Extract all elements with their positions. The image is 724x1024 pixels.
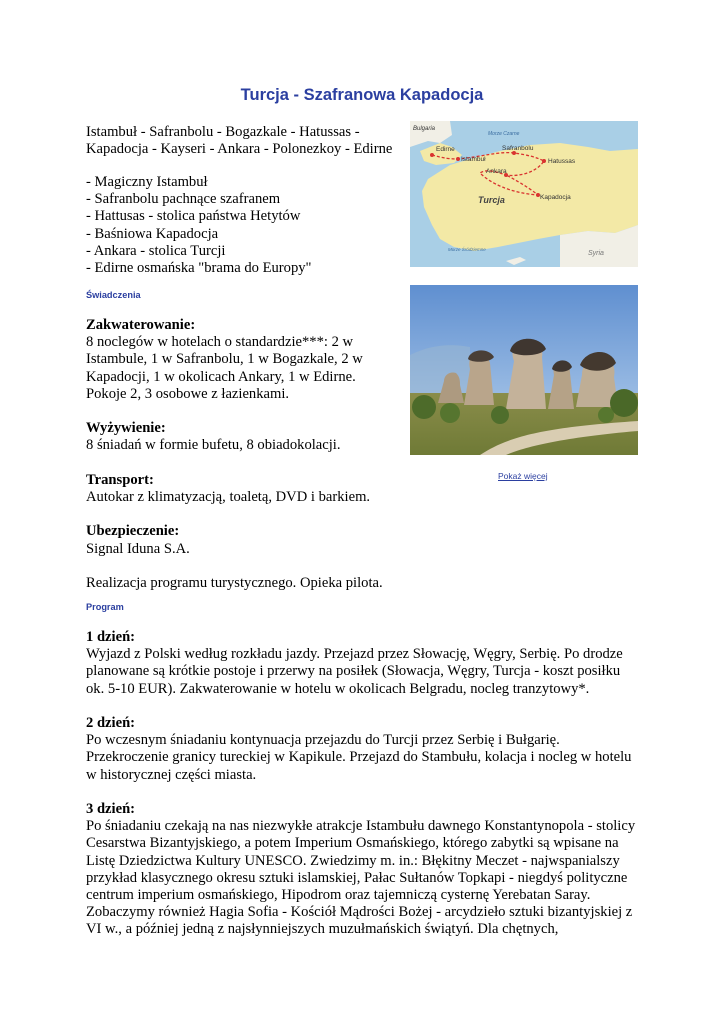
map-label-sea-north: Morze Czarne xyxy=(488,131,520,137)
text-line: planowane są krótkie postoje i przerwy na posiłek (Słowacja, Węgry, Turcja - koszt posiłku xyxy=(86,663,621,680)
text-line: ok. 5-10 EUR). Zakwaterowanie w hotelu w okolicach Belgradu, nocleg tranzytowy*. xyxy=(86,680,590,697)
city-dot xyxy=(430,153,434,157)
services-block xyxy=(86,317,396,592)
text-line: Realizacja programu turystycznego. Opieka pilota. xyxy=(86,574,383,591)
text-line: centrum imperium osmańskiego, Hipodrom oraz tajemniczą cysternę Yerebatan Saray. xyxy=(86,887,591,904)
list-item: - Safranbolu pachnące szafranem xyxy=(86,191,281,208)
page-title: Turcja - Szafranowa Kapadocja xyxy=(240,86,484,104)
highlights-list xyxy=(86,174,312,277)
text-line: 8 śniadań w formie bufetu, 8 obiadokolacji. xyxy=(86,437,341,454)
text-line: Po wczesnym śniadaniu kontynuacja przejazdu do Turcji przez Serbię i Bułgarię. xyxy=(86,732,560,749)
map-label-istanbul: Istambuł xyxy=(461,156,486,163)
day-heading: 3 dzień: xyxy=(86,801,136,817)
city-dot xyxy=(456,157,460,161)
accommodation-heading: Zakwaterowanie: xyxy=(86,317,196,333)
list-item: - Edirne osmańska "brama do Europy" xyxy=(86,260,312,277)
text-line: 8 noclegów w hotelach o standardzie***: 2 w xyxy=(86,334,354,351)
text-line: Pokoje 2, 3 osobowe z łazienkami. xyxy=(86,385,290,402)
text-line: Wyjazd z Polski według rozkładu jazdy. Przejazd przez Słowację, Węgry, Serbię. Po drodze xyxy=(86,646,623,663)
text-line: przykład klasycznego okresu sztuki islamskiej, Pałac Sułtanów Topkapi - niegdyś polityczne xyxy=(86,869,628,886)
text-line: Signal Iduna S.A. xyxy=(86,540,190,557)
map-label-hatussas: Hatussas xyxy=(548,158,576,165)
show-more-link[interactable]: Pokaż więcej xyxy=(498,471,548,481)
insurance-heading: Ubezpieczenie: xyxy=(86,523,180,540)
text-line: Po śniadaniu czekają na nas niezwykłe atrakcje Istambułu dawnego Konstantynopola - stolicy xyxy=(86,818,636,835)
text-line: Zobaczymy również Hagia Sofia - Kościół Mądrości Bożej - arcydzieło sztuki bizantyjskiej z xyxy=(86,904,633,921)
meals-heading: Wyżywienie: xyxy=(86,420,166,437)
section-heading-services: Świadczenia xyxy=(86,290,141,300)
list-item: - Ankara - stolica Turcji xyxy=(86,242,226,259)
text-line: Listę Dziedzictwa Kultury UNESCO. Zwiedzimy m. in.: Błękitny Meczet - najwspanialszy xyxy=(86,852,620,869)
city-dot xyxy=(542,159,546,163)
day-heading: 1 dzień: xyxy=(86,629,136,645)
text-line: Kapadocji, 1 w okolicach Ankary, 1 w Edirne. xyxy=(86,368,356,385)
route-line: Kapadocja - Kayseri - Ankara - Polonezkoy - Edirne xyxy=(86,141,393,158)
route-map xyxy=(410,121,638,267)
text-line: Istambule, 1 w Safranbolu, 1 w Bogazkale, 2 w xyxy=(86,351,363,368)
map-label-edirne: Edirne xyxy=(436,146,455,153)
map-label-ankara: Ankara xyxy=(486,168,507,175)
map-label-bulgaria: Bulgaria xyxy=(413,126,436,132)
section-heading-program: Program xyxy=(86,602,124,612)
map-label-sea-south: Morze Śródziemne xyxy=(448,247,486,252)
map-label-country: Turcja xyxy=(478,195,505,205)
day-heading: 2 dzień: xyxy=(86,715,136,731)
route-line: Istambuł - Safranbolu - Bogazkale - Hatussas - xyxy=(86,124,360,140)
text-line: VI w., a później jedną z najsłynniejszych muzułmańskich świątyń. Dla chętnych, xyxy=(86,921,559,938)
map-label-kapadocja: Kapadocja xyxy=(540,194,571,201)
transport-heading: Transport: xyxy=(86,471,154,488)
route-text xyxy=(86,124,392,158)
list-item: - Hattusas - stolica państwa Hetytów xyxy=(86,208,301,225)
map-label-syria: Syria xyxy=(588,250,604,257)
text-line: Przekroczenie granicy tureckiej w Kapikule. Przejazd do Stambułu, kolacja i nocleg w hotelu xyxy=(86,749,632,766)
map-label-safranbolu: Safranbolu xyxy=(502,145,534,152)
text-line: Cesarstwa Bizantyjskiego, a potem Imperium Osmańskiego, którego zabytki są wpisane na xyxy=(86,835,619,852)
text-line: w historycznej części miasta. xyxy=(86,766,257,783)
list-item: - Baśniowa Kapadocja xyxy=(86,225,219,242)
program-block xyxy=(86,629,646,939)
list-item: - Magiczny Istambuł xyxy=(86,174,208,190)
cappadocia-photo xyxy=(410,285,638,455)
text-line: Autokar z klimatyzacją, toaletą, DVD i barkiem. xyxy=(86,489,371,505)
